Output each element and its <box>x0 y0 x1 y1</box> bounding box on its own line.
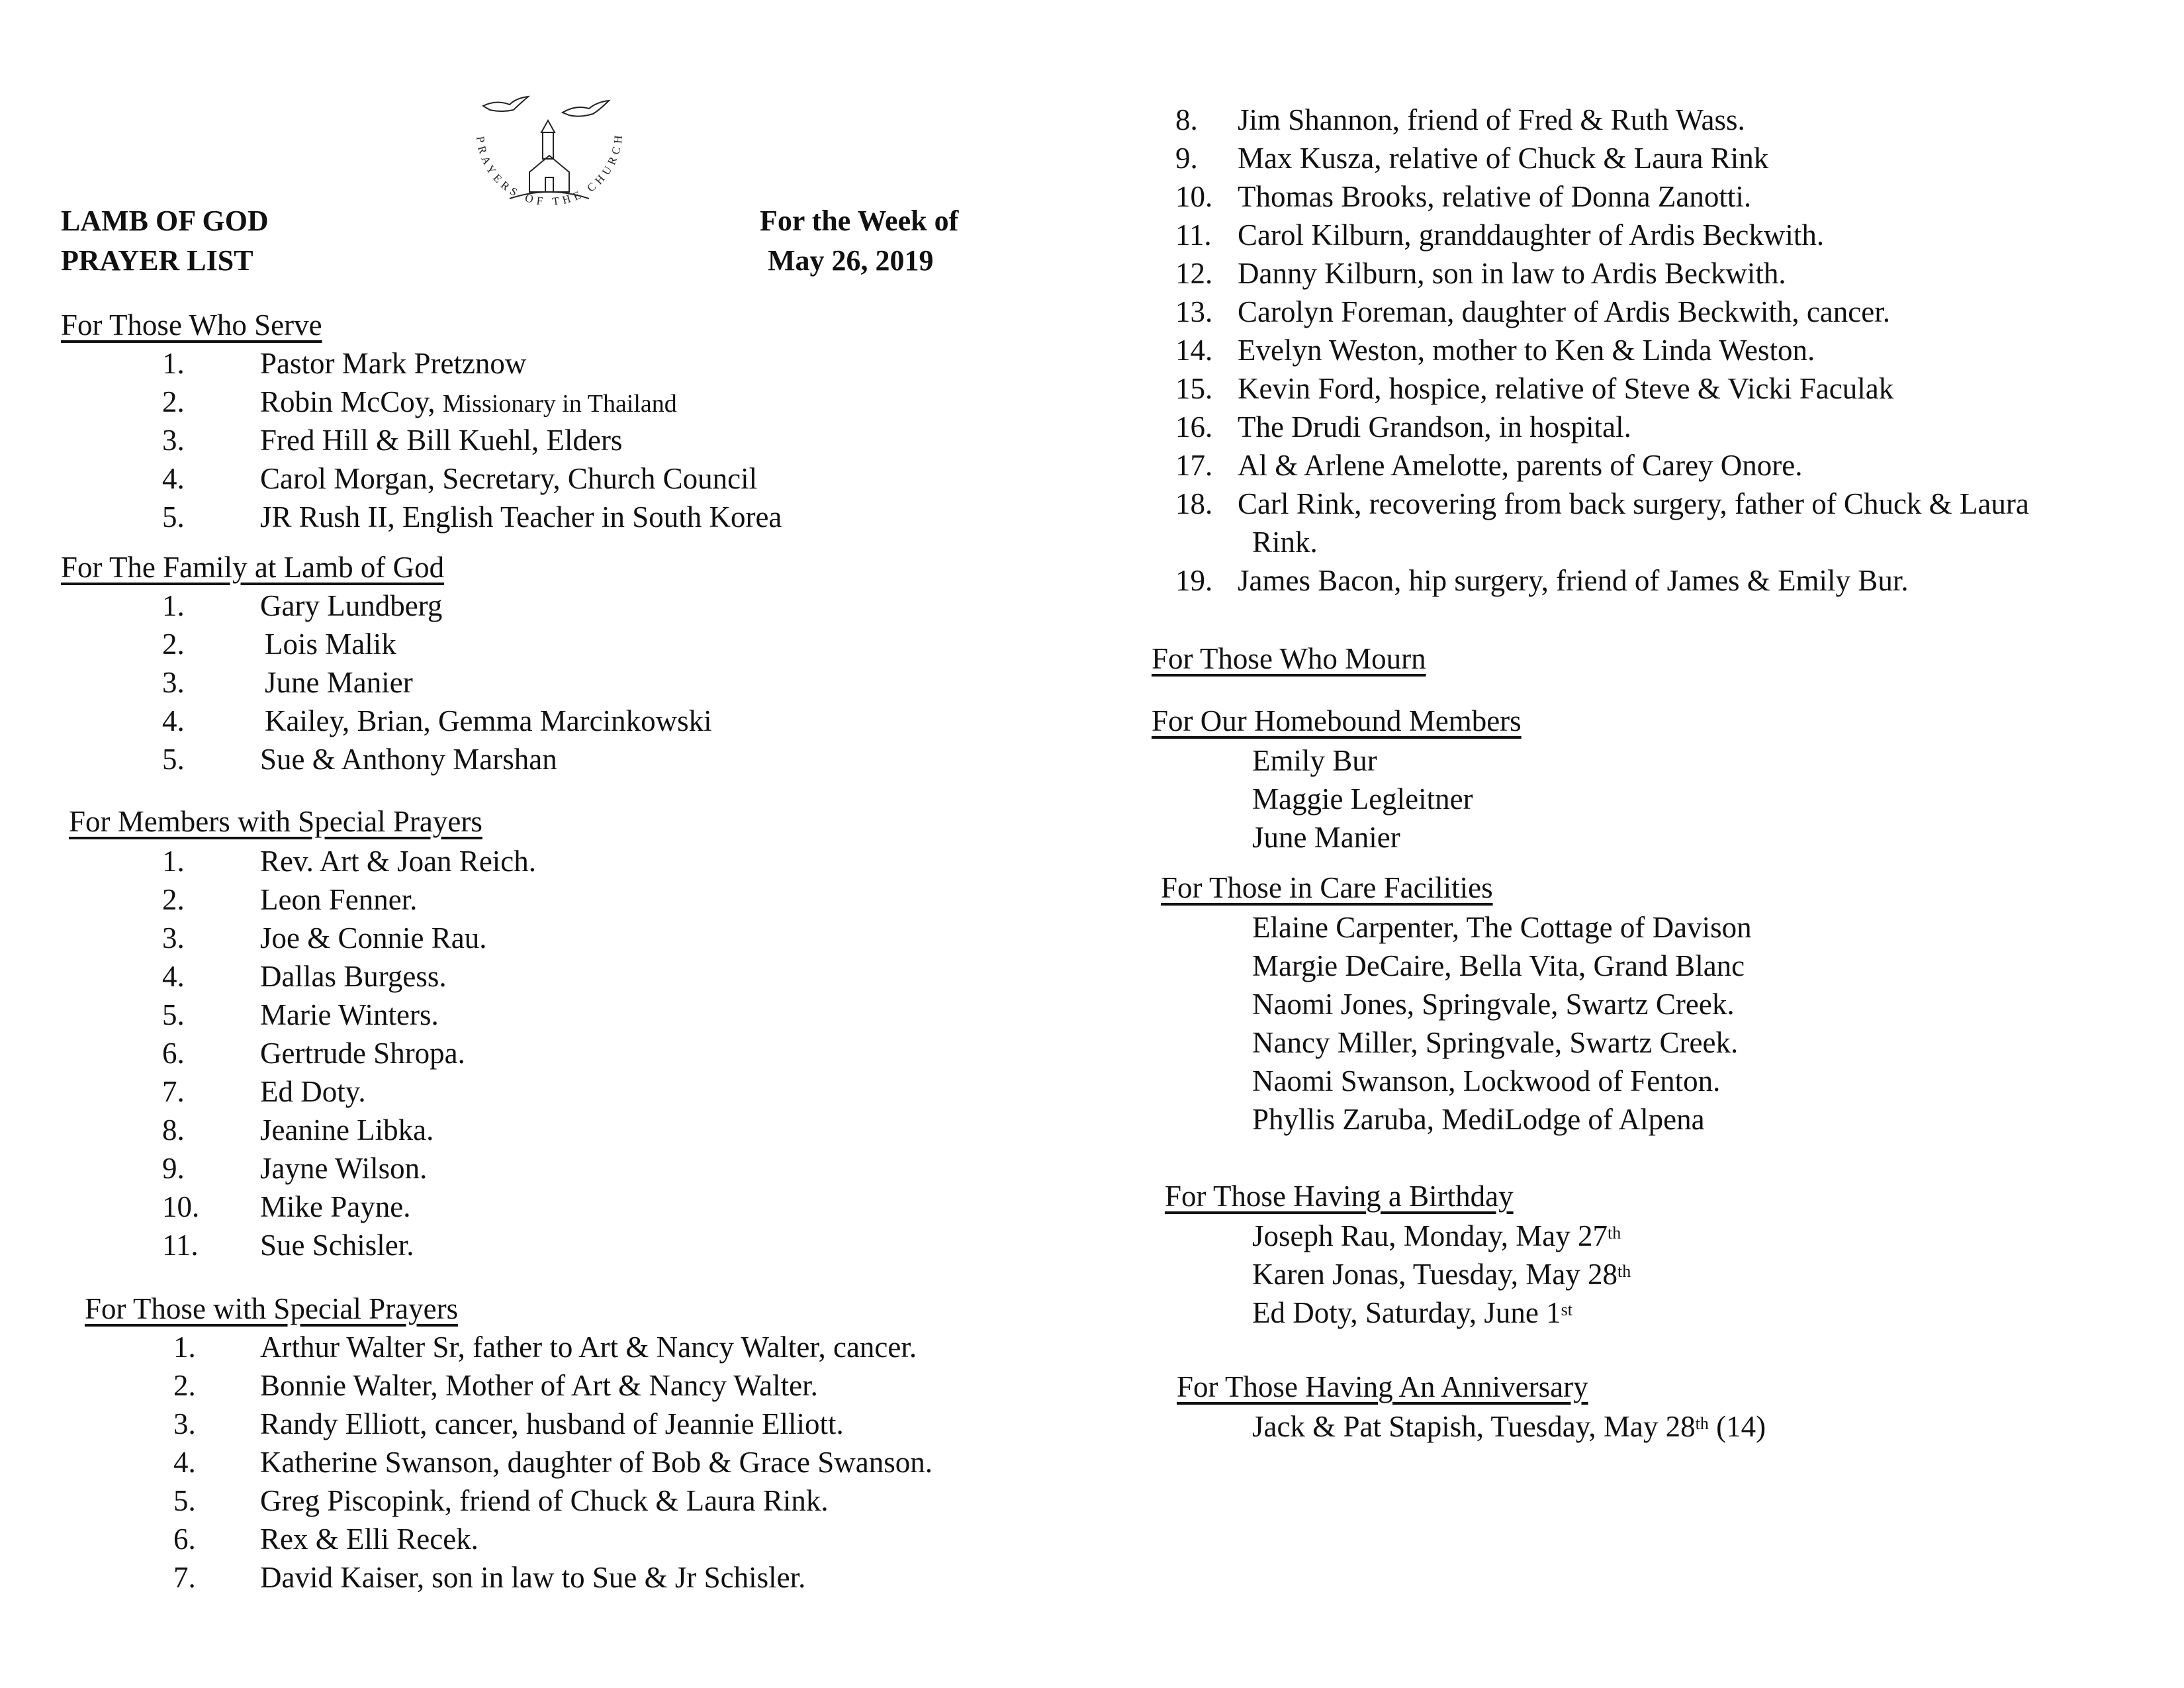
week-date: May 26, 2019 <box>768 244 934 277</box>
list-item-continuation: Rink. <box>1252 526 1318 559</box>
list-item: Naomi Jones, Springvale, Swartz Creek. <box>1252 988 1735 1021</box>
list-item: June Manier <box>1252 821 1400 854</box>
list-item: Nancy Miller, Springvale, Swartz Creek. <box>1252 1026 1739 1059</box>
list-item: Margie DeCaire, Bella Vita, Grand Blanc <box>1252 949 1745 982</box>
section-title-members: For Members with Special Prayers <box>69 805 482 838</box>
section-title-family: For The Family at Lamb of God <box>61 551 445 584</box>
org-title-line1: LAMB OF GOD <box>61 205 269 237</box>
svg-text:PRAYERS OF THE CHURCH: PRAYERS OF THE CHURCH <box>473 130 625 209</box>
list-item: Joseph Rau, Monday, May 27th <box>1252 1219 1621 1252</box>
list-item: Jack & Pat Stapish, Tuesday, May 28th (14) <box>1252 1410 1766 1443</box>
section-title-homebound: For Our Homebound Members <box>1152 704 1522 737</box>
section-title-birthday: For Those Having a Birthday <box>1165 1180 1514 1213</box>
list-item: Emily Bur <box>1252 744 1377 777</box>
section-title-anniversary: For Those Having An Anniversary <box>1177 1370 1588 1403</box>
org-title-line2: PRAYER LIST <box>61 244 253 277</box>
section-title-special: For Those with Special Prayers <box>85 1292 459 1325</box>
list-item: Karen Jonas, Tuesday, May 28th <box>1252 1258 1631 1291</box>
list-item: Ed Doty, Saturday, June 1st <box>1252 1296 1572 1329</box>
list-item: Phyllis Zaruba, MediLodge of Alpena <box>1252 1103 1705 1136</box>
list-item: Elaine Carpenter, The Cottage of Davison <box>1252 911 1752 944</box>
week-label: For the Week of <box>760 205 959 237</box>
section-title-mourn: For Those Who Mourn <box>1152 642 1426 675</box>
prayer-list-page: LAMB OF GOD PRAYER LIST For the Week of May 26, 2019 PRAYERS OF THE CHURCH For Those Who Serve 1. Pastor Mark Pretznow 2. Robin McCoy, Missionary in Thailand 3. Fred Hill & Bill Kuehl, Elders 4. Carol Morgan, Secretary, Church Council 5. JR Rush II, English Teacher in South Korea For The Family at Lamb of God 1. Gary Lundberg 2. Lois Malik 3. June Manier 4. Kailey, Brian, Gemma Marcinkowski 5. Sue & Anthony Marshan For Members with Special Prayers 1. Rev. Art & Joan Reich. 2. Leon Fenner. 3. Joe & Connie Rau. 4. Dallas Burgess. 5. Marie Winters. 6. Gertrude Shropa. 7. Ed Doty. 8. Jeanine Libka. 9. Jayne Wilson. 10. Mike Payne. 11. Sue Schisler. For Those with Special Prayers 1. Arthur Walter Sr, father to Art & Nancy Walter, cancer. 2. Bonnie Walter, Mother of Art & Nancy Walter. 3. Randy Elliott, cancer, husband of Jeannie Elliott. 4. Katherine Swanson, daughter of Bob & Grace Swanson. 5. Greg Piscopink, friend of Chuck & Laura Rink. 6. Rex & Elli Recek. 7. David Kaiser, son in law to Sue & Jr Schisler. 8. Jim Shannon, friend of Fred & Ruth Wass. 9. Max Kusza, relative of Chuck & Laura Rink 10. Thomas Brooks, relative of Donna Zanotti. 11. Carol Kilburn, granddaughter of Ardis Beckwith. 12. Danny Kilburn, son in law to Ardis Beckwith. 13. Carolyn Foreman, daughter of Ardis Beckwith, cancer. 14. Evelyn Weston, mother to Ken & Linda Weston. 15. Kevin Ford, hospice, relative of Steve & Vicki Faculak 16. The Drudi Grandson, in hospital. 17. Al & Arlene Amelotte, parents of Carey Onore. 18. Carl Rink, recovering from back surgery, father of Chuck & Laura Rink. 19. James Bacon, hip surgery, friend of James & Emily Bur. For Those Who Mourn For Our Homebound Members Emily Bur Maggie Legleitner June Manier For Those in Care Facilities Elaine Carpenter, The Cottage of Davison Margie DeCaire, Bella Vita, Grand Blanc Naomi Jones, Springvale, Swartz Creek. Nancy Miller, Springvale, Swartz Creek. Naomi Swanson, Lockwood of Fenton. Phyllis Zaruba, MediLodge of Alpena For Those Having a Birthday Joseph Rau, Monday, May 27th Karen Jonas, Tuesday, May 28th Ed Doty, Saturday, June 1st For Those Having An Anniversary Jack & Pat Stapish, Tuesday, May 28th (14) <box>0 0 2184 1688</box>
list-item: Maggie Legleitner <box>1252 782 1473 816</box>
list-item: Naomi Swanson, Lockwood of Fenton. <box>1252 1064 1721 1098</box>
prayers-of-the-church-seal-icon <box>450 93 649 232</box>
section-title-care: For Those in Care Facilities <box>1161 871 1493 904</box>
section-title-serve: For Those Who Serve <box>61 308 322 342</box>
